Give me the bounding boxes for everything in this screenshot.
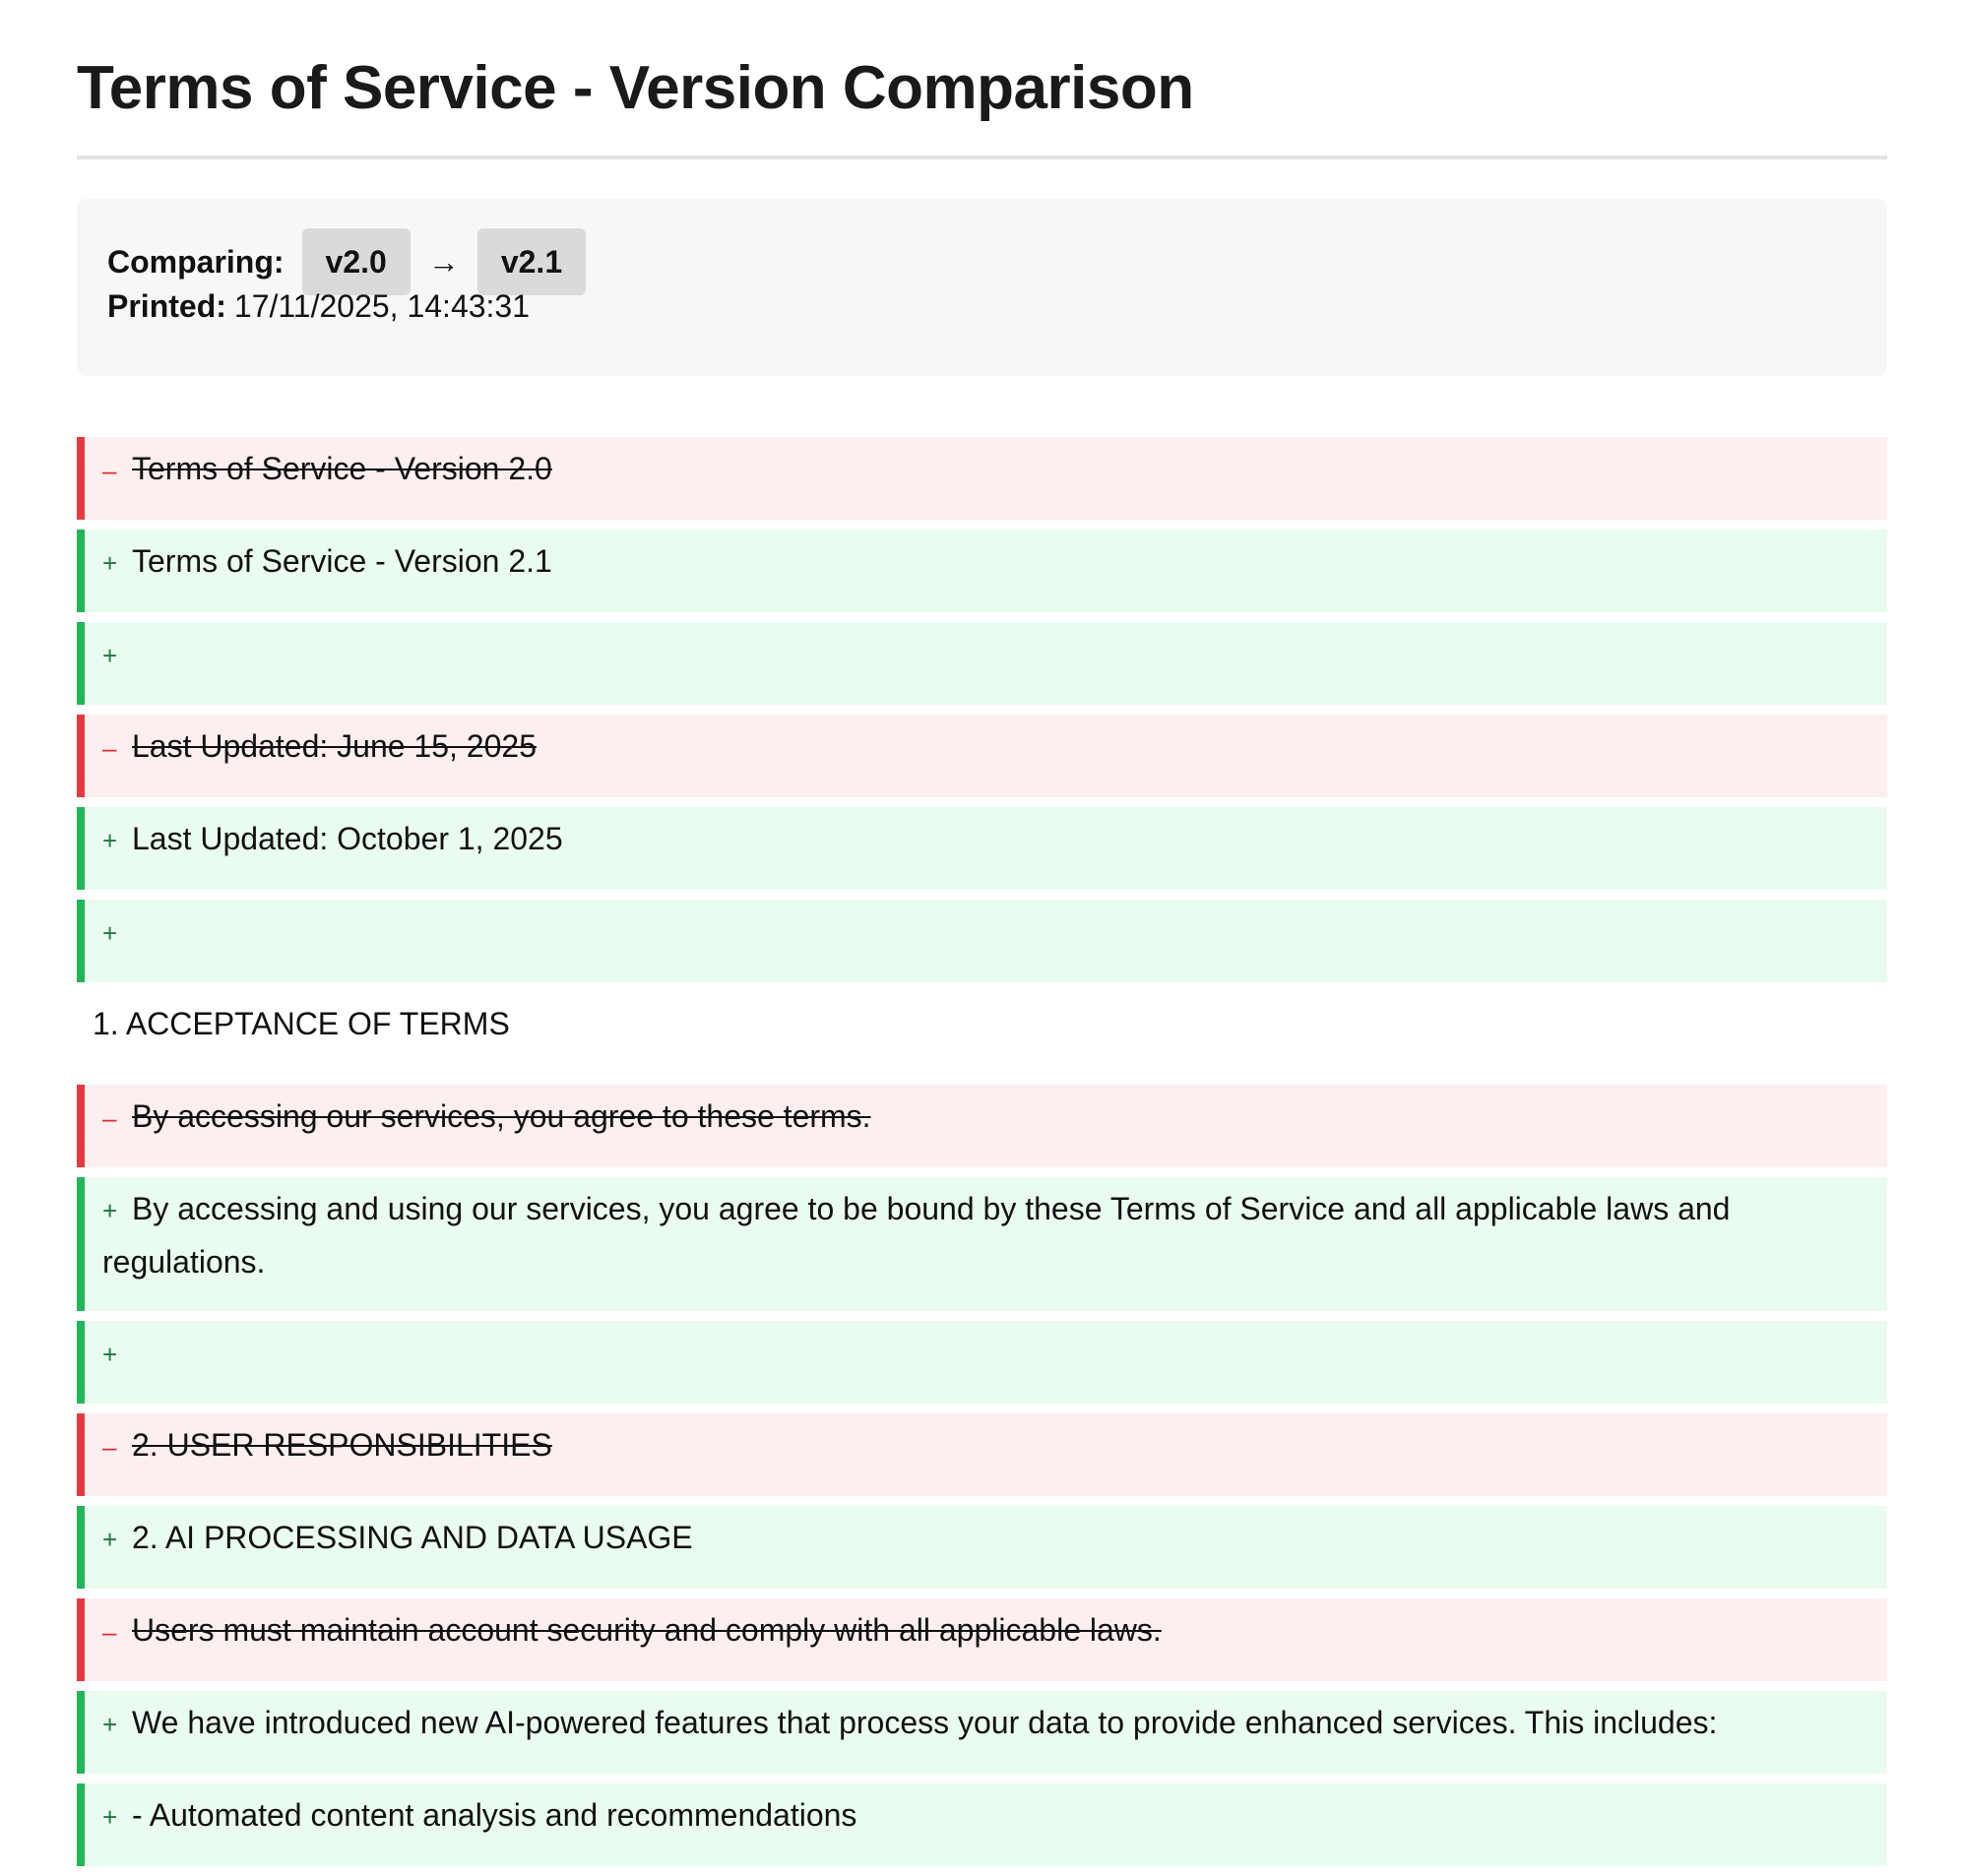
removed-marker: – xyxy=(102,1617,117,1647)
diff-line-text: Terms of Service - Version 2.1 xyxy=(132,543,552,579)
diff-line-text: Terms of Service - Version 2.0 xyxy=(132,451,552,486)
diff-line-added xyxy=(77,622,1887,705)
added-marker: + xyxy=(102,1525,118,1554)
added-marker: + xyxy=(102,826,118,855)
diff-line-added xyxy=(77,1783,1887,1866)
added-marker: + xyxy=(102,1340,118,1369)
diff-line-added xyxy=(77,530,1887,612)
from-version-badge: v2.0 xyxy=(302,228,411,295)
diff-line-text: 1. ACCEPTANCE OF TERMS xyxy=(93,1006,510,1041)
added-marker: + xyxy=(102,1802,118,1832)
removed-marker: – xyxy=(102,1103,117,1133)
diff-list xyxy=(77,437,1887,1876)
diff-line-added xyxy=(77,1321,1887,1404)
added-marker: + xyxy=(102,918,118,948)
diff-line-removed xyxy=(77,715,1887,797)
comparison-meta-box xyxy=(77,199,1887,376)
diff-line-removed xyxy=(77,1413,1887,1496)
diff-line-text: Users must maintain account security and comply with all applicable laws. xyxy=(132,1612,1162,1648)
diff-line-text: 2. AI PROCESSING AND DATA USAGE xyxy=(132,1520,693,1555)
removed-marker: – xyxy=(102,1432,117,1462)
printed-row xyxy=(107,286,1857,326)
removed-marker: – xyxy=(102,733,117,763)
diff-line-text: By accessing our services, you agree to these terms. xyxy=(132,1098,871,1134)
comparing-row xyxy=(107,228,1857,295)
diff-line-text: 2. USER RESPONSIBILITIES xyxy=(132,1427,552,1463)
diff-line-removed xyxy=(77,437,1887,520)
diff-line-added xyxy=(77,1691,1887,1774)
diff-line-removed xyxy=(77,1598,1887,1681)
page-title: Terms of Service - Version Comparison xyxy=(77,54,1194,122)
diff-line-text: - Automated content analysis and recommendations xyxy=(132,1797,857,1833)
printed-timestamp: 17/11/2025, 14:43:31 xyxy=(233,288,531,324)
diff-line-context xyxy=(77,992,1887,1075)
arrow-right-icon: → xyxy=(427,244,460,280)
diff-line-text: Last Updated: June 15, 2025 xyxy=(132,728,537,764)
diff-line-added xyxy=(77,1506,1887,1589)
diff-line-added xyxy=(77,807,1887,890)
added-marker: + xyxy=(102,1710,118,1739)
added-marker: + xyxy=(102,1196,118,1225)
diff-line-text: We have introduced new AI-powered features that process your data to provide enhanced services. This includes: xyxy=(132,1705,1718,1740)
added-marker: + xyxy=(102,641,118,670)
diff-line-added xyxy=(77,900,1887,982)
diff-line-text: By accessing and using our services, you agree to be bound by these Terms of Service and all applicable laws and regulations. xyxy=(102,1191,1731,1280)
printed-label: Printed: xyxy=(107,288,226,324)
comparing-label: Comparing: xyxy=(107,244,285,280)
diff-line-removed xyxy=(77,1085,1887,1167)
to-version-badge: v2.1 xyxy=(477,228,586,295)
removed-marker: – xyxy=(102,456,117,485)
title-divider xyxy=(77,156,1887,159)
diff-line-text: Last Updated: October 1, 2025 xyxy=(132,821,563,856)
added-marker: + xyxy=(102,548,118,578)
diff-line-added xyxy=(77,1177,1887,1311)
